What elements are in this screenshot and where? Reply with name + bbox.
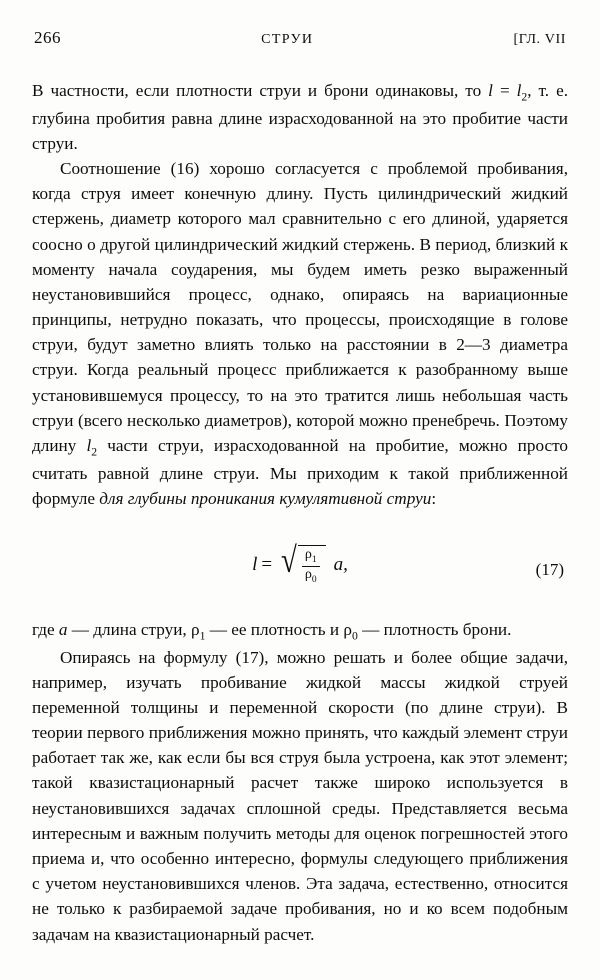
formula-lhs: l [252,554,258,576]
page-number: 266 [34,28,61,47]
paragraph-1: В частности, если плотности струи и брони одинаковы, то $l = l_2$, т. е. глубина пробития равна длине израсходованной на это пробитие части струи. [32,81,568,153]
formula-tail: a, [333,554,348,576]
running-head [32,28,568,48]
body-text [32,78,568,947]
radical-sign-group [279,540,326,585]
equation-number: (17) [535,560,564,580]
paragraph-4: Опираясь на формулу (17), можно решать и более общие задачи, например, изучать пробивание жидкой массы жидкой струей переменной толщины и переменной скорости (по длине струи). В теории первого приближения можно принять, что каждый элемент струи работает так же, как если бы вся струя была устроена, как этот элемент; такой квазистационарный расчет также широко используется в неустановившихся задачах сплошной среды. Представляется весьма интересным и важным получить методы для оценок погрешностей этого приема и, что особенно интересно, формулы следующего приближения с учетом неустановившихся членов. Эта задача, естественно, относится не только к разбираемой задаче пробивания, но и ко всем подобным задачам на квазистационарный расчет. [32,647,568,944]
fraction-numerator: $\rho_1$ [304,547,317,565]
formula-17 [32,537,568,593]
formula-equals: = [261,554,273,576]
paragraph-3: где a — длина струи, $\rho_1$ — ее плотность и $\rho_0$ — плотность брони. [32,619,512,643]
fraction-denominator: $\rho_0$ [302,566,320,585]
chapter-reference: [ГЛ. VII [513,32,566,47]
formula-expression [252,540,348,585]
running-title: СТРУИ [261,32,314,47]
paragraph-2: Соотношение (16) хорошо согласуется с проблемой пробивания, когда струя имеет конечную длину. Пусть цилиндрический жидкий стержень, диаметр которого мал сравнительно с его длиной, ударяется соосно о другой цилиндрический жидкий стержень. В период, близкий к моменту начала соударения, мы будем иметь резко выраженный неустановившийся процесс, однако, опираясь на вариационные принципы, нетрудно показать, что процессы, происходящие в голове струи, будут заметно влиять только на расстоянии в 2—3 диаметра струи. Когда реальный процесс приближается к разобранному выше установившемуся процессу, то на это тратится лишь небольшая часть струи (всего несколько диаметров), которой можно пренебречь. Поэтому длину $l_2$ части струи, израсходованной на пробитие, можно просто считать равной длине струи. Мы приходим к такой приближенной формуле для глубины проникания кумулятивной струи: [32,158,568,508]
density-ratio-fraction [302,548,320,585]
radicand [298,545,326,585]
square-root-icon: √ [281,540,297,581]
